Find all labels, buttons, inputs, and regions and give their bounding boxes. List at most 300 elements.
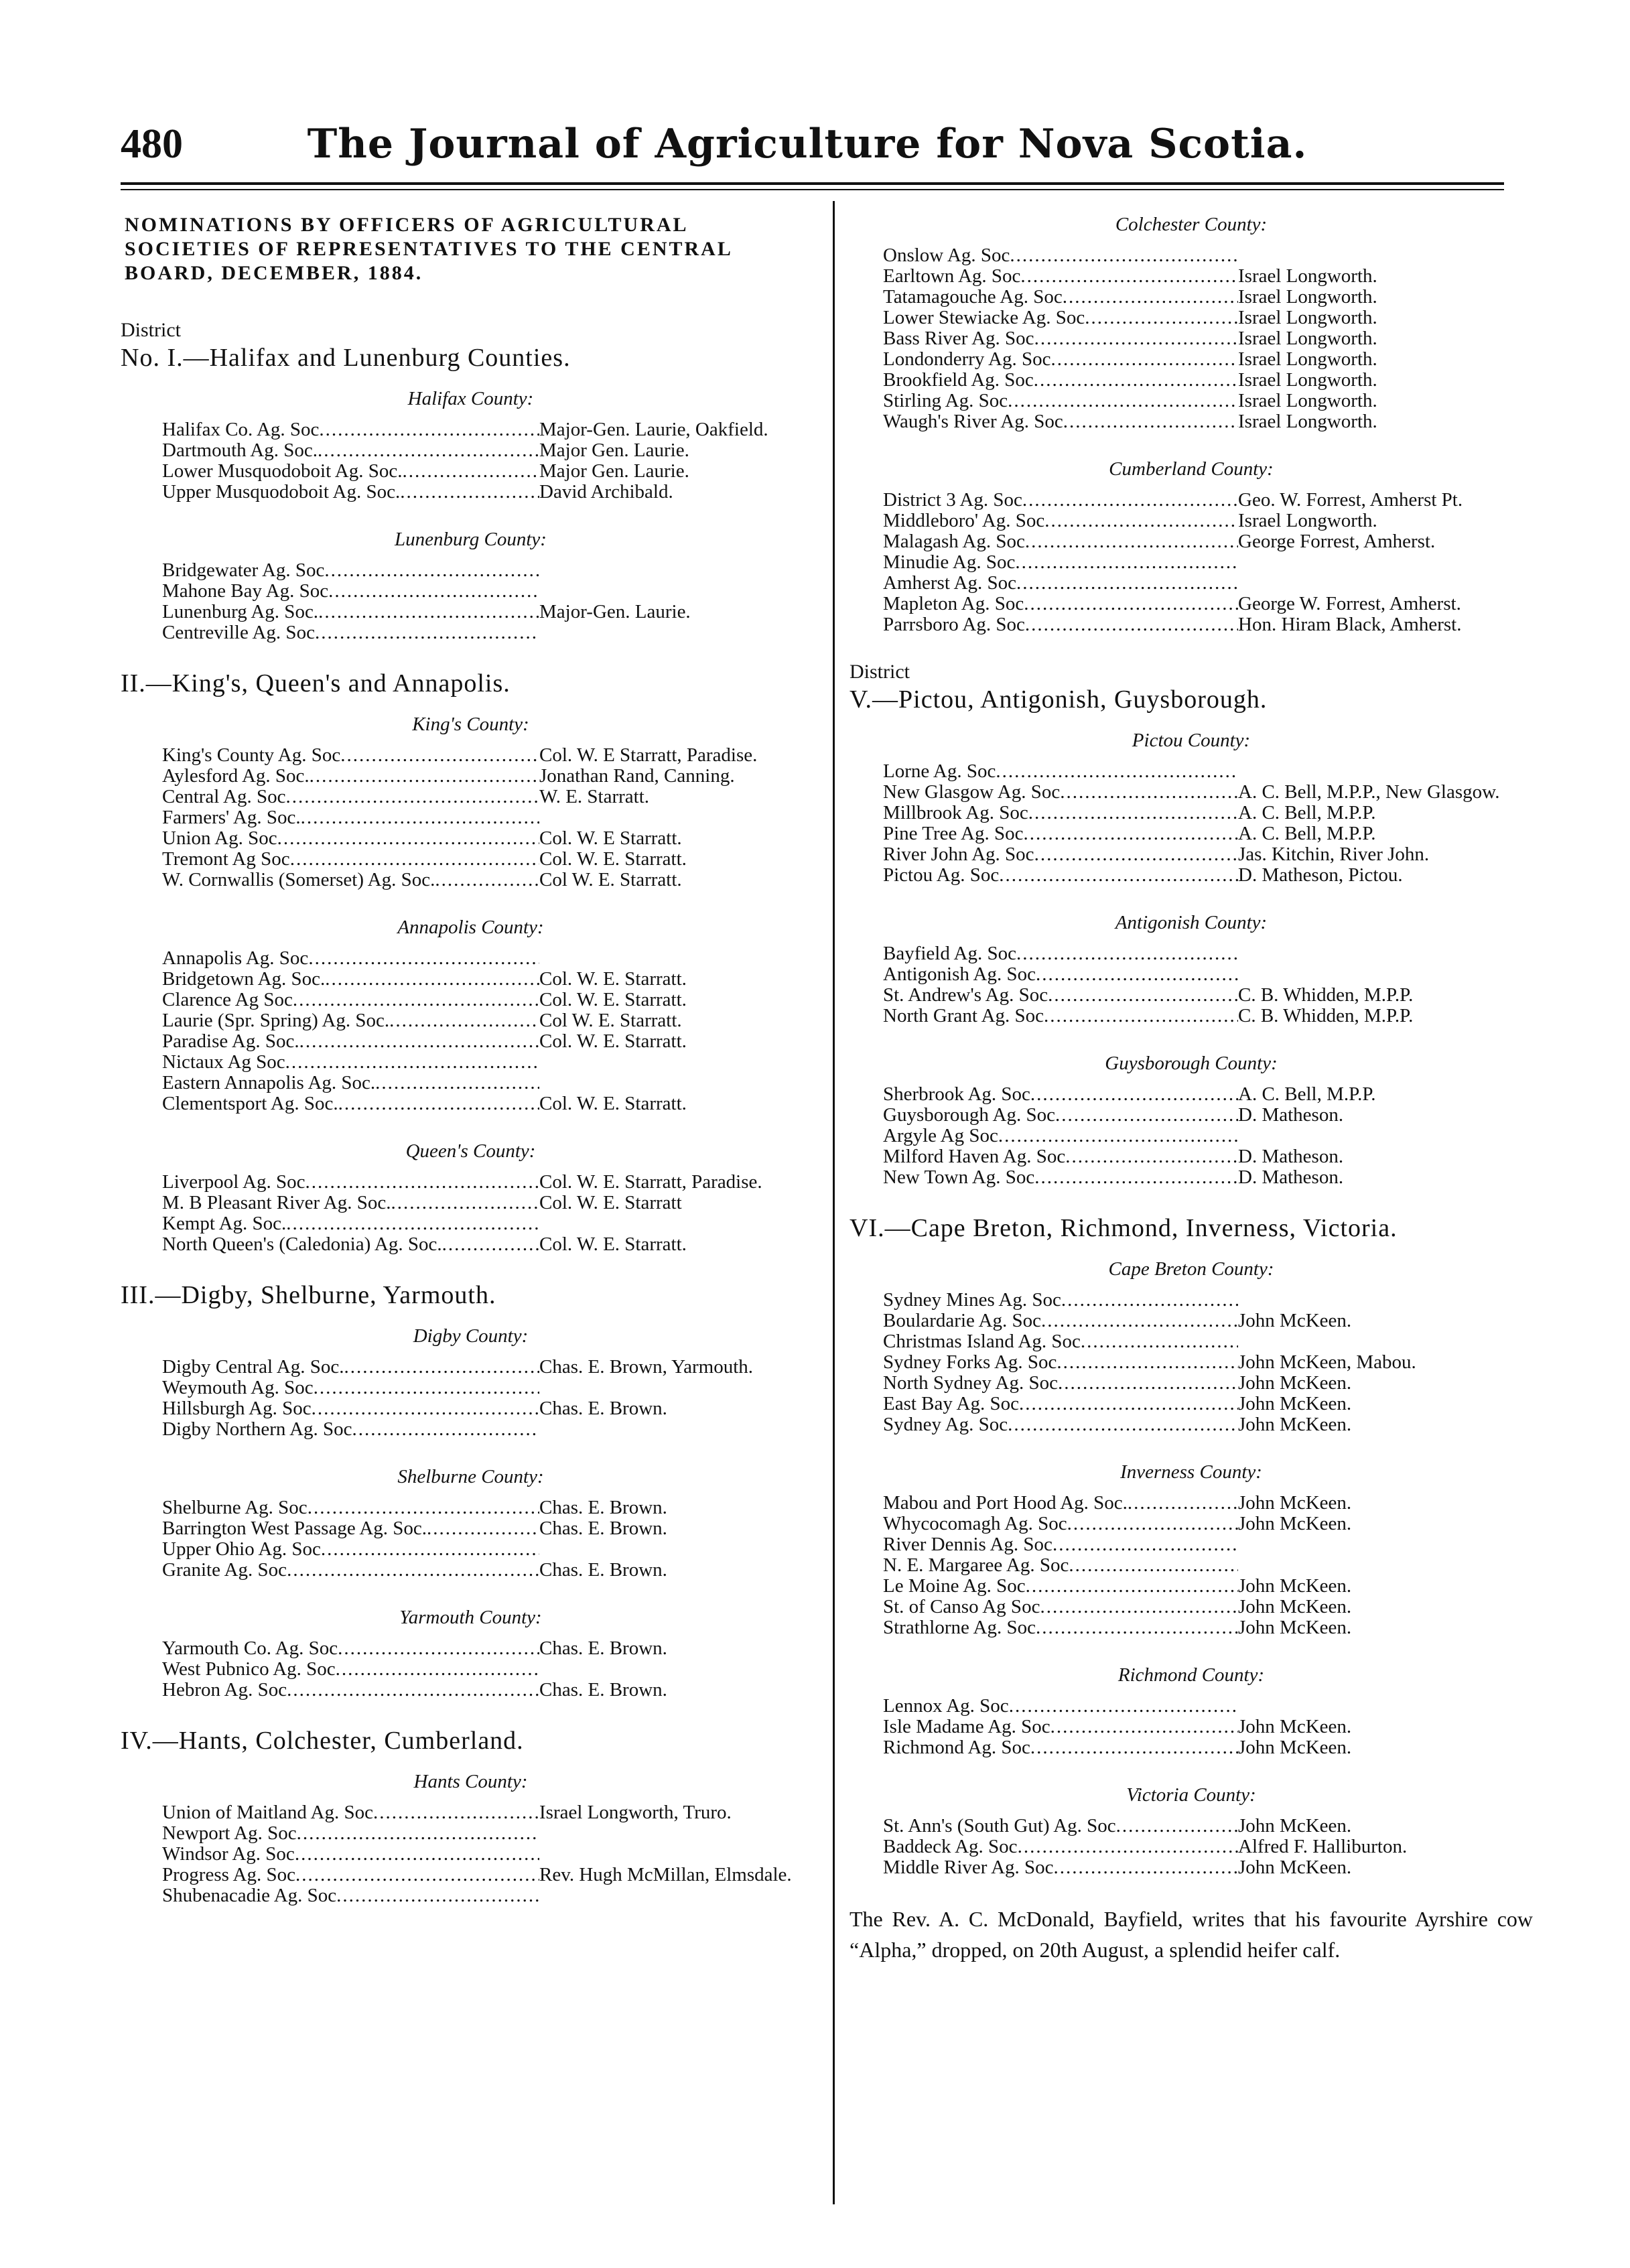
district-3 (121, 1280, 821, 1700)
representative-name: Col. W. E. Starratt, Paradise. (539, 1171, 762, 1193)
representative-name: Israel Longworth. (1238, 307, 1377, 328)
society-list (121, 1172, 821, 1255)
representative-name: Geo. W. Forrest, Amherst Pt. (1238, 489, 1463, 511)
society-row (850, 370, 1533, 391)
society-row (121, 1518, 821, 1539)
society-name: Christmas Island Ag. Soc (883, 1331, 1081, 1352)
society-list (121, 1497, 821, 1581)
society-name: Londonderry Ag. Soc (883, 348, 1051, 370)
leader-dots (277, 828, 539, 849)
society-name: Richmond Ag. Soc (883, 1737, 1030, 1758)
society-row (850, 803, 1533, 823)
society-name: Upper Musquodoboit Ag. Soc. (162, 481, 401, 503)
society-row (121, 1419, 821, 1440)
society-name: River Dennis Ag. Soc (883, 1534, 1052, 1555)
leader-dots (1044, 1006, 1238, 1026)
county-name: Cape Breton County: (1108, 1258, 1274, 1280)
society-name: Hillsburgh Ag. Soc (162, 1398, 312, 1419)
district-6 (850, 1213, 1533, 1878)
representative-name: Col. W. E. Starratt. (539, 1233, 687, 1255)
representative-name: John McKeen. (1238, 1815, 1352, 1837)
society-name: Upper Ohio Ag. Soc (162, 1538, 321, 1560)
leader-dots (318, 440, 539, 461)
society-row (850, 1534, 1533, 1555)
representative-name: A. C. Bell, M.P.P. (1238, 823, 1376, 844)
leader-dots (1034, 1167, 1238, 1188)
representative-name: D. Matheson. (1238, 1146, 1344, 1167)
society-row (121, 990, 821, 1010)
society-name: W. Cornwallis (Somerset) Ag. Soc. (162, 869, 435, 890)
leader-dots (1081, 1331, 1238, 1352)
society-name: Tremont Ag Soc (162, 848, 290, 870)
society-name: Sydney Forks Ag. Soc (883, 1351, 1057, 1373)
society-row (121, 1638, 821, 1659)
leader-dots (340, 745, 539, 766)
leader-dots (295, 1865, 539, 1885)
society-name: Progress Ag. Soc (162, 1864, 295, 1885)
society-name: Digby Central Ag. Soc. (162, 1356, 344, 1378)
leader-dots (1040, 1597, 1238, 1617)
leader-dots (1015, 552, 1238, 573)
society-row (121, 602, 821, 622)
society-row (850, 865, 1533, 886)
society-name: Shelburne Ag. Soc (162, 1497, 308, 1518)
society-name: Brookfield Ag. Soc (883, 369, 1034, 391)
district-4 (121, 1726, 821, 1906)
society-row (850, 1311, 1533, 1331)
leader-dots (1050, 1717, 1238, 1737)
leader-dots (373, 1802, 539, 1823)
society-row (850, 490, 1533, 511)
representative-name: Alfred F. Halliburton. (1238, 1836, 1408, 1857)
society-row (850, 1555, 1533, 1576)
representative-name: Chas. E. Brown, Yarmouth. (539, 1356, 754, 1378)
society-name: Antigonish Ag. Soc (883, 963, 1036, 985)
society-name: District 3 Ag. Soc (883, 489, 1022, 511)
society-name: West Pubnico Ag. Soc (162, 1658, 336, 1680)
representative-name (1238, 552, 1533, 573)
leader-dots (1055, 1105, 1238, 1126)
leader-dots (336, 1885, 539, 1906)
leader-dots (1057, 1352, 1238, 1373)
society-list (121, 1357, 821, 1440)
representative-name: Israel Longworth. (1238, 369, 1377, 391)
representative-name: Hon. Hiram Black, Amherst. (1238, 614, 1462, 635)
leader-dots (1063, 287, 1238, 308)
representative-name (539, 1052, 821, 1073)
leader-dots (1116, 1816, 1238, 1837)
society-row (850, 1146, 1533, 1167)
representative-name: Col. W. E Starratt, Paradise. (539, 744, 758, 766)
society-name: Annapolis Ag. Soc (162, 947, 309, 969)
society-row (121, 1213, 821, 1234)
society-row (121, 828, 821, 849)
representative-name: D. Matheson. (1238, 1104, 1344, 1126)
society-row (121, 1680, 821, 1700)
leader-dots (1024, 594, 1238, 614)
society-row (850, 266, 1533, 287)
society-row (850, 411, 1533, 432)
leader-dots (285, 1052, 539, 1073)
society-name: Millbrook Ag. Soc (883, 802, 1028, 823)
representative-name: Chas. E. Brown. (539, 1497, 667, 1518)
representative-name: Israel Longworth. (1238, 411, 1377, 432)
leader-dots (1034, 844, 1238, 865)
representative-name (539, 948, 821, 969)
society-row (121, 1378, 821, 1398)
society-name: North Grant Ag. Soc (883, 1005, 1044, 1026)
society-list (121, 560, 821, 643)
representative-name: Rev. Hugh McMillan, Elmsdale. (539, 1864, 792, 1885)
society-row (850, 391, 1533, 411)
county-name: Pictou County: (1132, 730, 1251, 751)
society-row (121, 766, 821, 787)
leader-dots (1036, 964, 1238, 985)
representative-name: John McKeen. (1238, 1716, 1352, 1737)
society-row (121, 948, 821, 969)
society-row (121, 1823, 821, 1844)
society-name: Union Ag. Soc (162, 827, 277, 849)
society-row (850, 1352, 1533, 1373)
society-list (850, 1084, 1533, 1188)
society-row (850, 1597, 1533, 1617)
representative-name: A. C. Bell, M.P.P. (1238, 802, 1376, 823)
society-name: Farmers' Ag. Soc. (162, 807, 301, 828)
representative-name: Jas. Kitchin, River John. (1238, 844, 1430, 865)
society-name: Centreville Ag. Soc (162, 622, 315, 643)
society-name: Bridgetown Ag. Soc. (162, 968, 326, 990)
representative-name (539, 1539, 821, 1560)
county-name: King's County: (412, 714, 529, 735)
society-row (850, 1514, 1533, 1534)
society-name: Guysborough Ag. Soc (883, 1104, 1055, 1126)
society-row (850, 761, 1533, 782)
representative-name (539, 1823, 821, 1844)
society-row (850, 511, 1533, 531)
leader-dots (1022, 490, 1238, 511)
leader-dots (1063, 411, 1238, 432)
leader-dots (299, 1031, 539, 1052)
leader-dots (402, 461, 539, 482)
society-row (121, 1659, 821, 1680)
county-name: Victoria County: (1126, 1784, 1256, 1806)
representative-name: David Archibald. (539, 481, 673, 503)
representative-name: Israel Longworth. (1238, 390, 1377, 411)
society-row (850, 1006, 1533, 1026)
leader-dots (375, 1073, 539, 1093)
society-row (850, 594, 1533, 614)
leader-dots (1067, 1514, 1238, 1534)
society-name: Bass River Ag. Soc (883, 328, 1034, 349)
leader-dots (1026, 1576, 1238, 1597)
representative-name (539, 1659, 821, 1680)
representative-name: D. Matheson. (1238, 1166, 1344, 1188)
society-name: Clarence Ag Soc (162, 989, 293, 1010)
leader-dots (1009, 1696, 1238, 1717)
county-name: Annapolis County: (397, 917, 544, 938)
leader-dots (1054, 1857, 1238, 1878)
representative-name: Jonathan Rand, Canning. (539, 765, 735, 787)
society-list (121, 745, 821, 890)
header-rule-thick (121, 182, 1504, 185)
county-name: Richmond County: (1117, 1664, 1265, 1686)
representative-name: Col. W. E. Starratt. (539, 848, 687, 870)
representative-name: A. C. Bell, M.P.P., New Glasgow. (1238, 781, 1500, 803)
representative-name (539, 1885, 821, 1906)
society-name: Halifax Co. Ag. Soc (162, 419, 320, 440)
representative-name: Israel Longworth. (1238, 510, 1377, 531)
representative-name (1238, 1534, 1533, 1555)
representative-name: Major Gen. Laurie. (539, 460, 689, 482)
society-name: St. Andrew's Ag. Soc (883, 984, 1048, 1006)
leader-dots (295, 1844, 539, 1865)
society-name: Amherst Ag. Soc (883, 572, 1016, 594)
society-row (850, 349, 1533, 370)
society-row (850, 1331, 1533, 1352)
leader-dots (318, 602, 539, 622)
society-name: Shubenacadie Ag. Soc (162, 1885, 337, 1906)
society-row (850, 1290, 1533, 1311)
society-name: Middle River Ag. Soc (883, 1857, 1054, 1878)
representative-name (1238, 573, 1533, 594)
left-column (121, 213, 821, 1932)
society-name: Union of Maitland Ag. Soc (162, 1802, 373, 1823)
leader-dots (338, 1638, 539, 1659)
leader-dots (1034, 328, 1238, 349)
district-label: District (850, 661, 910, 683)
society-row (850, 985, 1533, 1006)
representative-name: John McKeen. (1238, 1310, 1352, 1331)
society-row (850, 531, 1533, 552)
society-name: Aylesford Ag. Soc. (162, 765, 310, 787)
society-list (850, 1290, 1533, 1435)
society-name: Nictaux Ag Soc (162, 1051, 285, 1073)
leader-dots (427, 1518, 539, 1539)
society-row (121, 1398, 821, 1419)
society-row (850, 1373, 1533, 1394)
society-row (850, 782, 1533, 803)
leader-dots (391, 1193, 539, 1213)
representative-name: Chas. E. Brown. (539, 1679, 667, 1700)
society-list (121, 419, 821, 503)
society-row (121, 461, 821, 482)
society-name: Sydney Mines Ag. Soc (883, 1289, 1061, 1311)
representative-name (1238, 1331, 1533, 1352)
society-name: East Bay Ag. Soc (883, 1393, 1019, 1414)
society-name: Argyle Ag Soc (883, 1125, 998, 1146)
society-row (850, 1576, 1533, 1597)
society-row (850, 1837, 1533, 1857)
representative-name: John McKeen. (1238, 1737, 1352, 1758)
society-row (850, 308, 1533, 328)
leader-dots (1069, 1555, 1238, 1576)
leader-dots (308, 948, 539, 969)
society-list (850, 1816, 1533, 1878)
county-name: Shelburne County: (397, 1466, 544, 1487)
county-name: Halifax County: (407, 388, 534, 409)
society-name: Lower Stewiacke Ag. Soc (883, 307, 1085, 328)
article-heading: NOMINATIONS BY OFFICERS OF AGRICULTURAL SOCIETIES OF REPRESENTATIVES TO THE CENTRAL BOARD, DECEMBER, 1884. (125, 214, 732, 284)
society-row (850, 1696, 1533, 1717)
district-title: VI.—Cape Breton, Richmond, Inverness, Victoria. (850, 1214, 1398, 1242)
society-row (850, 1105, 1533, 1126)
representative-name (539, 1073, 821, 1093)
society-name: Weymouth Ag. Soc (162, 1377, 314, 1398)
district-title: III.—Digby, Shelburne, Yarmouth. (121, 1281, 496, 1309)
society-name: Minudie Ag. Soc (883, 551, 1016, 573)
representative-name: George Forrest, Amherst. (1238, 531, 1436, 552)
society-name: Newport Ag. Soc (162, 1822, 297, 1844)
society-row (850, 943, 1533, 964)
representative-name: John McKeen. (1238, 1575, 1352, 1597)
representative-name: Israel Longworth. (1238, 328, 1377, 349)
society-row (121, 1539, 821, 1560)
representative-name (1238, 245, 1533, 266)
representative-name: George W. Forrest, Amherst. (1238, 593, 1461, 614)
leader-dots (1016, 573, 1238, 594)
society-name: Lennox Ag. Soc (883, 1695, 1009, 1717)
representative-name: Col. W. E. Starratt. (539, 989, 687, 1010)
society-list (850, 1493, 1533, 1638)
society-name: Dartmouth Ag. Soc. (162, 440, 318, 461)
leader-dots (1051, 349, 1239, 370)
header-rule-thin (121, 189, 1504, 190)
representative-name (1238, 1555, 1533, 1576)
society-name: River John Ag. Soc (883, 844, 1034, 865)
leader-dots (287, 1560, 539, 1581)
leader-dots (1058, 1373, 1238, 1394)
society-row (121, 1193, 821, 1213)
leader-dots (996, 761, 1238, 782)
society-row (121, 419, 821, 440)
society-name: Onslow Ag. Soc (883, 245, 1010, 266)
leader-dots (305, 1172, 539, 1193)
society-row (121, 482, 821, 503)
society-name: North Queen's (Caledonia) Ag. Soc. (162, 1233, 442, 1255)
society-row (121, 1865, 821, 1885)
society-name: Kempt Ag. Soc. (162, 1213, 287, 1234)
leader-dots (1048, 985, 1238, 1006)
society-row (850, 964, 1533, 985)
leader-dots (1128, 1493, 1238, 1514)
society-name: Windsor Ag. Soc (162, 1843, 295, 1865)
leader-dots (314, 1378, 539, 1398)
society-row (850, 823, 1533, 844)
leader-dots (435, 870, 539, 890)
representative-name: Chas. E. Brown. (539, 1638, 667, 1659)
society-name: Yarmouth Co. Ag. Soc (162, 1638, 338, 1659)
column-divider (833, 201, 835, 2204)
society-list (121, 948, 821, 1114)
society-row (850, 1493, 1533, 1514)
society-name: Parrsboro Ag. Soc (883, 614, 1025, 635)
representative-name: John McKeen. (1238, 1393, 1352, 1414)
society-name: Baddeck Ag. Soc (883, 1836, 1018, 1857)
society-list (121, 1802, 821, 1906)
representative-name: John McKeen. (1238, 1492, 1352, 1514)
representative-name: Col. W. E. Starratt. (539, 1093, 687, 1114)
leader-dots (1019, 1394, 1238, 1414)
society-name: North Sydney Ag. Soc (883, 1372, 1058, 1394)
leader-dots (1020, 266, 1238, 287)
county-name: Cumberland County: (1109, 458, 1274, 480)
representative-name (539, 1419, 821, 1440)
society-name: New Town Ag. Soc (883, 1166, 1035, 1188)
society-name: Lower Musquodoboit Ag. Soc. (162, 460, 403, 482)
society-row (850, 614, 1533, 635)
leader-dots (1044, 511, 1238, 531)
district-title: II.—King's, Queen's and Annapolis. (121, 669, 511, 697)
district-5 (850, 661, 1533, 1188)
leader-dots (1061, 1290, 1238, 1311)
society-name: Liverpool Ag. Soc (162, 1171, 305, 1193)
leader-dots (293, 990, 539, 1010)
society-row (121, 849, 821, 870)
society-list (850, 490, 1533, 635)
district-title: No. I.—Halifax and Lunenburg Counties. (121, 344, 571, 372)
representative-name: W. E. Starratt. (539, 786, 650, 807)
representative-name: C. B. Whidden, M.P.P. (1238, 984, 1414, 1006)
leader-dots (389, 1010, 539, 1031)
representative-name (539, 1378, 821, 1398)
running-head: The Journal of Agriculture for Nova Scotia. (307, 121, 1308, 168)
news-note: The Rev. A. C. McDonald, Bayfield, writes that his favourite Ayrshire cow “Alpha,” dropped, on 20th August, a splendid heifer calf. (850, 1907, 1533, 1962)
society-row (850, 1857, 1533, 1878)
district-2 (121, 669, 821, 1255)
leader-dots (1030, 1737, 1238, 1758)
leader-dots (1041, 1311, 1238, 1331)
society-list (850, 1696, 1533, 1758)
society-row (850, 245, 1533, 266)
leader-dots (287, 1680, 539, 1700)
district-1 (121, 319, 821, 643)
leader-dots (1034, 370, 1238, 391)
society-name: Le Moine Ag. Soc (883, 1575, 1026, 1597)
leader-dots (1052, 1534, 1238, 1555)
society-row (121, 440, 821, 461)
society-name: Sherbrook Ag. Soc (883, 1083, 1030, 1105)
society-name: Isle Madame Ag. Soc (883, 1716, 1050, 1737)
representative-name: John McKeen. (1238, 1414, 1352, 1435)
society-name: Middleboro' Ag. Soc (883, 510, 1045, 531)
society-name: Milford Haven Ag. Soc (883, 1146, 1066, 1167)
representative-name (539, 560, 821, 581)
representative-name: Israel Longworth. (1238, 348, 1377, 370)
representative-name: John McKeen. (1238, 1596, 1352, 1617)
society-list (121, 1638, 821, 1700)
county-name: Colchester County: (1115, 214, 1268, 235)
county-name: Yarmouth County: (399, 1607, 542, 1628)
society-name: Sydney Ag. Soc (883, 1414, 1008, 1435)
representative-name (539, 807, 821, 828)
county-name: Queen's County: (405, 1140, 536, 1162)
society-name: Digby Northern Ag. Soc (162, 1418, 352, 1440)
society-name: M. B Pleasant River Ag. Soc. (162, 1192, 391, 1213)
society-row (850, 1394, 1533, 1414)
representative-name: Col W. E. Starratt. (539, 869, 682, 890)
leader-dots (1008, 1414, 1238, 1435)
society-row (850, 1414, 1533, 1435)
representative-name: Chas. E. Brown. (539, 1559, 667, 1581)
representative-name: Major Gen. Laurie. (539, 440, 689, 461)
society-name: Stirling Ag. Soc (883, 390, 1008, 411)
district-title: V.—Pictou, Antigonish, Guysborough. (850, 685, 1268, 714)
society-name: Whycocomagh Ag. Soc (883, 1513, 1067, 1534)
society-name: Pictou Ag. Soc (883, 864, 1000, 886)
page-header (121, 121, 1494, 174)
representative-name: A. C. Bell, M.P.P. (1238, 1083, 1376, 1105)
society-name: Waugh's River Ag. Soc (883, 411, 1063, 432)
